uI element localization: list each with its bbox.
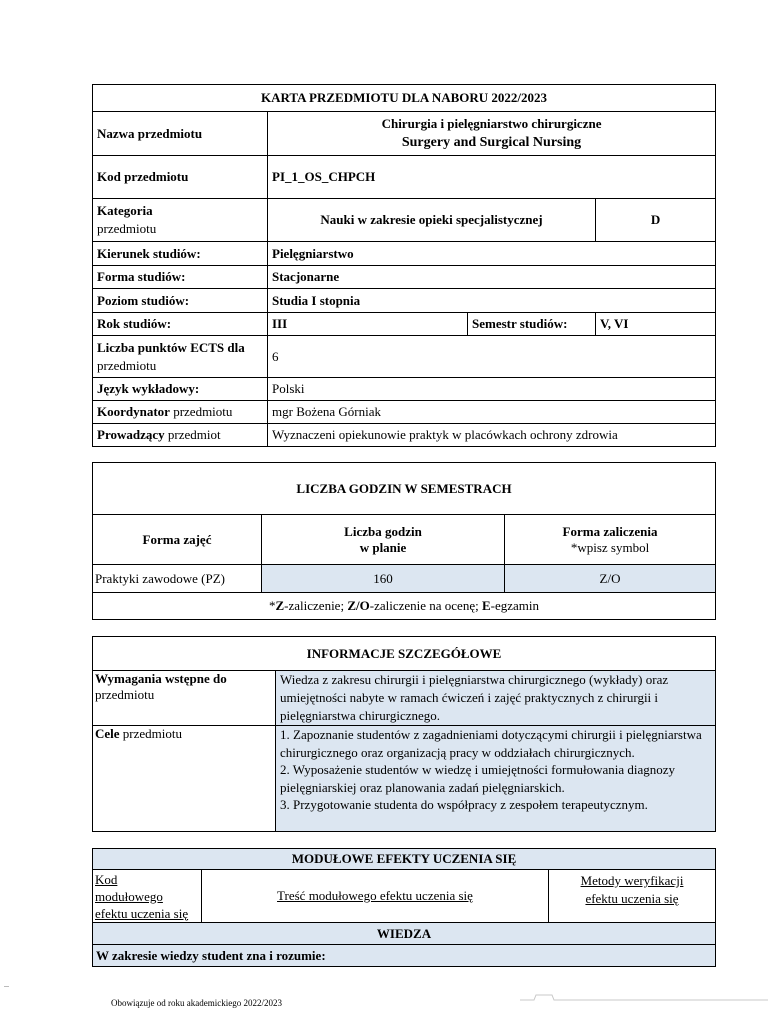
col-liczba-godzin [262,515,505,565]
outcomes-title: MODUŁOWE EFEKTY UCZENIA SIĘ [93,849,716,870]
legend-e-text: -egzamin [490,598,540,613]
kierunek-value: Pielęgniarstwo [268,242,716,266]
col-forma-zaliczenia-1: Forma zaliczenia [562,523,658,539]
ects-value: 6 [268,336,716,378]
forma-label: Forma studiów: [93,266,268,289]
nazwa-pl: Chirurgia i pielęgniarstwo chirurgiczne [381,116,602,131]
cele-item-3: 3. Przygotowanie studenta do współpracy z zespołem terapeutycznym. [280,797,648,812]
col-forma-zaliczenia [505,515,716,565]
semestr-value: V, VI [596,313,716,336]
margin-mark [4,986,9,987]
ects-label [93,336,268,378]
row-forma: Praktyki zawodowe (PZ) [93,565,262,593]
wymagania-label-bold: Wymagania wstępne do [95,671,227,686]
nazwa-label: Nazwa przedmiotu [93,112,268,156]
col-kod-1: Kod [95,871,118,887]
koordynator-value: mgr Bożena Górniak [268,401,716,424]
col-liczba-godzin-1: Liczba godzin [344,523,422,539]
kod-label: Kod przedmiotu [93,156,268,199]
col-liczba-godzin-2: w planie [359,539,407,555]
koordynator-label-bold: Koordynator [97,404,170,419]
kod-value: PI_1_OS_CHPCH [268,156,716,199]
col-forma-zajec: Forma zajęć [93,515,262,565]
prowadzacy-value: Wyznaczeni opiekunowie praktyk w placówkach ochrony zdrowia [268,424,716,447]
jezyk-label: Język wykładowy: [93,378,268,401]
nazwa-value [268,112,716,156]
cele-label-rest: przedmiotu [119,726,183,741]
footer-note: Obowiązuje od roku akademickiego 2022/2023 [111,998,282,1008]
col-kod-3: efektu uczenia się [95,905,189,921]
rok-value: III [268,313,468,336]
rok-label: Rok studiów: [93,313,268,336]
legend-z: Z [275,598,285,613]
legend-e: E [481,598,491,613]
col-metody [549,870,716,923]
col-forma-zaliczenia-2: *wpisz symbol [570,539,650,555]
wiedza-header: WIEDZA [93,923,716,945]
details-title: INFORMACJE SZCZEGÓŁOWE [93,637,716,671]
legend-star: * [269,598,276,613]
kategoria-label [93,199,268,242]
kategoria-label-rest: przedmiotu [97,221,157,236]
col-kod [93,870,202,923]
wiedza-intro: W zakresie wiedzy student zna i rozumie: [93,945,716,967]
prowadzacy-label-rest: przedmiot [164,427,221,442]
jezyk-value: Polski [268,378,716,401]
legend-zo: Z/O [347,598,370,613]
kategoria-label-bold: Kategoria [97,203,153,218]
card-title: KARTA PRZEDMIOTU DLA NABORU 2022/2023 [93,85,716,112]
kategoria-value: Nauki w zakresie opieki specjalistycznej [268,199,596,242]
prowadzacy-label-bold: Prowadzący [97,427,165,442]
col-metody-2: efektu uczenia się [585,891,679,906]
koordynator-label [93,401,268,424]
outcomes-table [92,848,716,967]
hours-legend [93,593,716,620]
wymagania-value: Wiedza z zakresu chirurgii i pielęgniarstwa chirurgicznego (wykłady) oraz umiejętności nabyte w ramach ćwiczeń i zajęć praktycznych z chirurgii i pielęgniarstwa chirurgicznego. [276,671,716,726]
prowadzacy-label [93,424,268,447]
koordynator-label-rest: przedmiotu [169,404,233,419]
subject-card-table [92,84,716,447]
col-kod-2: modułowego [95,888,163,904]
cele-item-1: 1. Zapoznanie studentów z zagadnieniami dotyczącymi chirurgii i pielęgniarstwa chirurgicznego oraz organizacją pracy w oddziałach chirurgicznych. [280,727,702,760]
col-tresc-text: Treść modułowego efektu uczenia się [277,888,473,903]
col-tresc [202,870,549,923]
page-edge-line [520,993,768,1003]
details-table [92,636,716,832]
legend-zo-text: -zaliczenie na ocenę; [369,598,482,613]
cele-value [276,726,716,832]
poziom-label: Poziom studiów: [93,289,268,313]
cele-item-2: 2. Wyposażenie studentów w wiedzę i umiejętności formułowania diagnozy pielęgniarskiej oraz planowania zadań pielęgniarskich. [280,762,676,795]
ects-label-rest: przedmiotu [97,357,157,373]
row-zaliczenie: Z/O [505,565,716,593]
poziom-value: Studia I stopnia [268,289,716,313]
kierunek-label: Kierunek studiów: [93,242,268,266]
legend-z-text: -zaliczenie; [284,598,348,613]
cele-label-bold: Cele [95,726,120,741]
row-liczba: 160 [262,565,505,593]
col-metody-1: Metody weryfikacji [580,873,684,888]
hours-title: LICZBA GODZIN W SEMESTRACH [93,463,716,515]
cele-label [93,726,276,832]
nazwa-en: Surgery and Surgical Nursing [401,135,582,150]
forma-value: Stacjonarne [268,266,716,289]
wymagania-label [93,671,276,726]
hours-table [92,462,716,620]
kategoria-symbol: D [596,199,716,242]
ects-label-bold: Liczba punktów ECTS dla [97,339,245,355]
semestr-label: Semestr studiów: [468,313,596,336]
wymagania-label-rest: przedmiotu [95,687,155,702]
